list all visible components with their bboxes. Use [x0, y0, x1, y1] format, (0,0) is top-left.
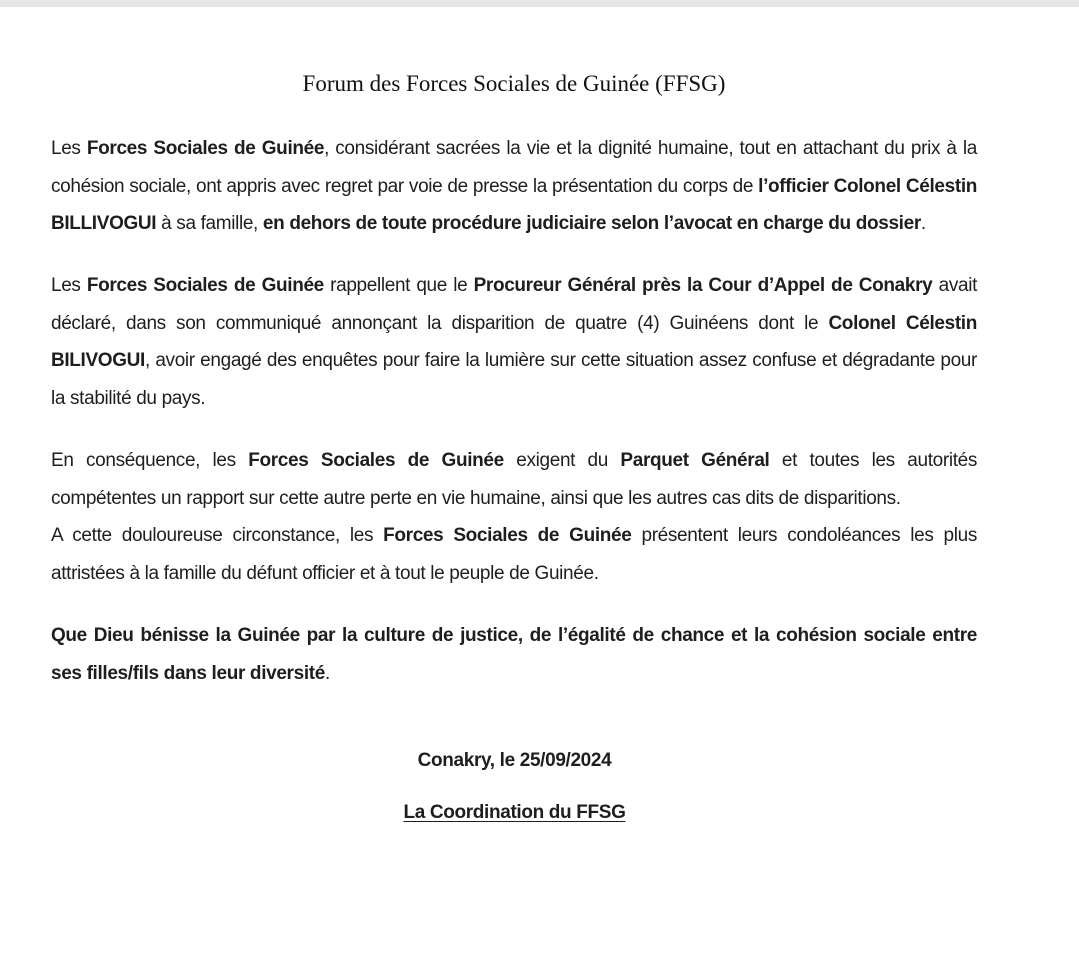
- paragraph-3: En conséquence, les Forces Sociales de Guinée exigent du Parquet Général et toutes les autorités compétentes un rapport sur cette autre perte en vie humaine, ainsi que les autres cas dits de disparitions. A cette douloureuse circonstance, les Forces Sociales de Guinée présentent leurs condoléances les plus attristées à la famille du défunt officier et à tout le peuple de Guinée.: [51, 450, 977, 584]
- document-title: Forum des Forces Sociales de Guinée (FFSG): [302, 71, 726, 96]
- coordination-signature: La Coordination du FFSG: [403, 802, 626, 823]
- place-date: Conakry, le 25/09/2024: [417, 750, 612, 771]
- paragraph-2: Les Forces Sociales de Guinée rappellent que le Procureur Général près la Cour d’Appel de Conakry avait déclaré, dans son communiqué annonçant la disparition de quatre (4) Guinéens dont le Colonel Célestin BILIVOGUI, avoir engagé des enquêtes pour faire la lumière sur cette situation assez confuse et dégradante pour la stabilité du pays.: [51, 275, 977, 409]
- viewer-top-bar: [0, 0, 1079, 7]
- paragraph-1: Les Forces Sociales de Guinée, considérant sacrées la vie et la dignité humaine, tout en attachant du prix à la cohésion sociale, ont appris avec regret par voie de presse la présentation du corps de l’officier Colonel Célestin BILLIVOGUI à sa famille, en dehors de toute procédure judiciaire selon l’avocat en charge du dossier.: [51, 138, 978, 234]
- paragraph-4: Que Dieu bénisse la Guinée par la culture de justice, de l’égalité de chance et la cohésion sociale entre ses filles/fils dans leur diversité.: [51, 625, 977, 684]
